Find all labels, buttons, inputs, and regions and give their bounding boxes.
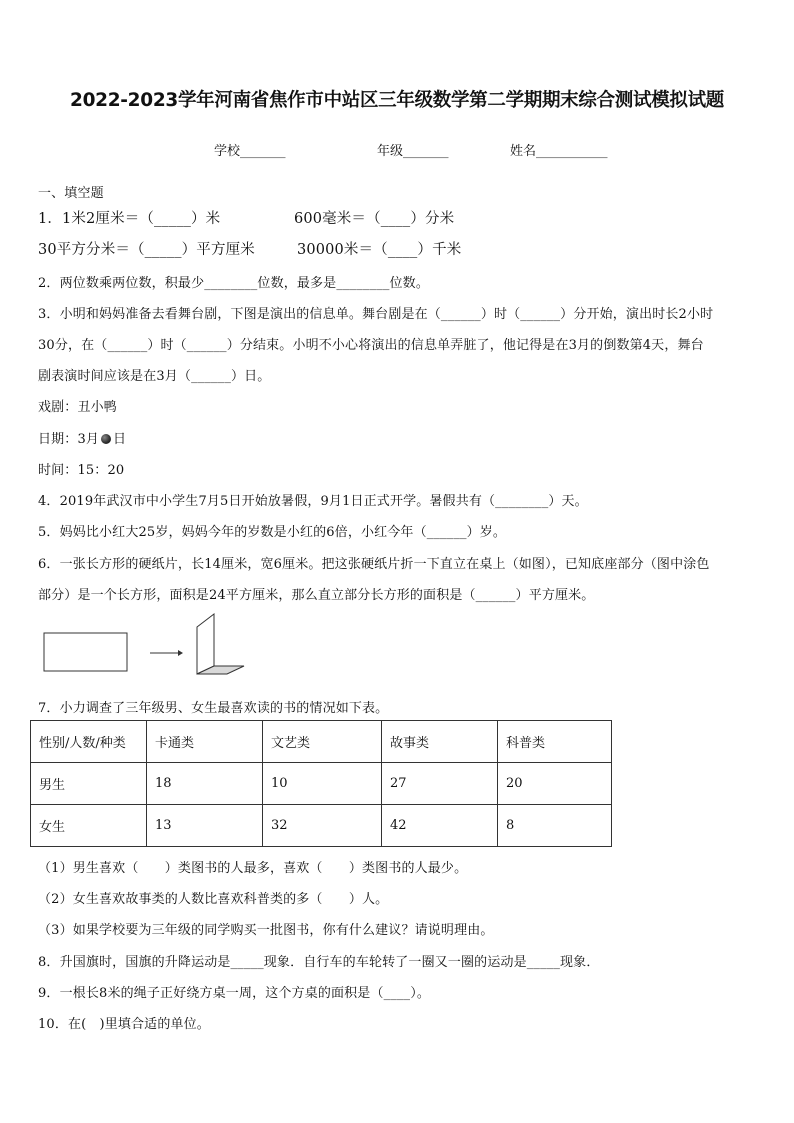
section-heading: 一、填空题 (38, 186, 104, 201)
table-cell: 8 (498, 805, 612, 847)
grade-field: 年级_______ (377, 144, 449, 159)
question-6-line-2: 部分）是一个长方形，面积是24平方厘米，那么直立部分长方形的面积是（______）平方厘米。 (38, 588, 595, 603)
play-date-suffix: 日 (113, 432, 127, 447)
question-1-c: 30平方分米＝（_____）平方厘米 (38, 242, 255, 258)
table-cell: 18 (147, 763, 263, 805)
question-5: 5．妈妈比小红大25岁，妈妈今年的岁数是小红的6倍，小红今年（______）岁。 (38, 525, 507, 540)
table-row (31, 805, 612, 847)
table-cell: 女生 (31, 805, 147, 847)
upright-part (197, 614, 214, 674)
question-7-part-2: （2）女生喜欢故事类的人数比喜欢科普类的多（ ）人。 (38, 892, 389, 907)
table-header-cell: 故事类 (382, 721, 498, 763)
table-cell: 32 (263, 805, 382, 847)
name-field: 姓名___________ (510, 144, 608, 159)
table-cell: 20 (498, 763, 612, 805)
table-header-cell: 科普类 (498, 721, 612, 763)
question-7: 7．小力调查了三年级男、女生最喜欢读的书的情况如下表。 (38, 701, 389, 716)
fold-diagram (42, 612, 262, 678)
play-title: 戏剧：丑小鸭 (38, 400, 117, 415)
flat-card-rect (44, 633, 127, 671)
table-cell: 27 (382, 763, 498, 805)
survey-table (30, 720, 612, 847)
table-cell: 42 (382, 805, 498, 847)
question-4: 4．2019年武汉市中小学生7月5日开始放暑假，9月1日正式开学。暑假共有（________）天。 (38, 494, 588, 509)
question-3-line-3: 剧表演时间应该是在3月（______）日。 (38, 369, 271, 384)
question-1-d: 30000米＝（____）千米 (297, 242, 462, 258)
question-1-a: 1．1米2厘米＝（_____）米 (38, 211, 221, 227)
table-header-cell: 性别/人数/种类 (31, 721, 147, 763)
question-6-line-1: 6．一张长方形的硬纸片，长14厘米，宽6厘米。把这张硬纸片折一下直立在桌上（如图），已知底座部分（图中涂色 (38, 557, 710, 572)
play-date (38, 428, 126, 447)
question-7-part-1: （1）男生喜欢（ ）类图书的人最多，喜欢（ ）类图书的人最少。 (38, 861, 468, 876)
question-8: 8．升国旗时，国旗的升降运动是_____现象．自行车的车轮转了一圈又一圈的运动是_____现象． (38, 955, 600, 970)
arrow-icon (150, 650, 183, 656)
play-time: 时间：15：20 (38, 463, 125, 478)
table-cell: 10 (263, 763, 382, 805)
play-date-label: 日期：3月 (38, 432, 100, 447)
table-row (31, 763, 612, 805)
question-3-line-2: 30分，在（______）时（______）分结束。小明不小心将演出的信息单弄脏了，他记得是在3月的倒数第4天，舞台 (38, 338, 704, 353)
table-header-cell: 文艺类 (263, 721, 382, 763)
question-2: 2．两位数乘两位数，积最少________位数，最多是________位数。 (38, 276, 429, 291)
school-field: 学校_______ (214, 144, 286, 159)
question-9: 9．一根长8米的绳子正好绕方桌一周，这个方桌的面积是（____）。 (38, 986, 430, 1001)
question-1-b: 600毫米＝（____）分米 (294, 211, 455, 227)
table-cell: 13 (147, 805, 263, 847)
table-header-cell: 卡通类 (147, 721, 263, 763)
question-7-part-3: （3）如果学校要为三年级的同学购买一批图书，你有什么建议？请说明理由。 (38, 923, 494, 938)
table-header-row (31, 721, 612, 763)
exam-title: 2022-2023学年河南省焦作市中站区三年级数学第二学期期末综合测试模拟试题 (70, 90, 724, 111)
question-10: 10．在( )里填合适的单位。 (38, 1017, 210, 1032)
table-cell: 男生 (31, 763, 147, 805)
question-3-line-1: 3．小明和妈妈准备去看舞台剧，下图是演出的信息单。舞台剧是在（______）时（______）分开始，演出时长2小时 (38, 307, 714, 322)
ink-smudge-icon (101, 434, 111, 444)
